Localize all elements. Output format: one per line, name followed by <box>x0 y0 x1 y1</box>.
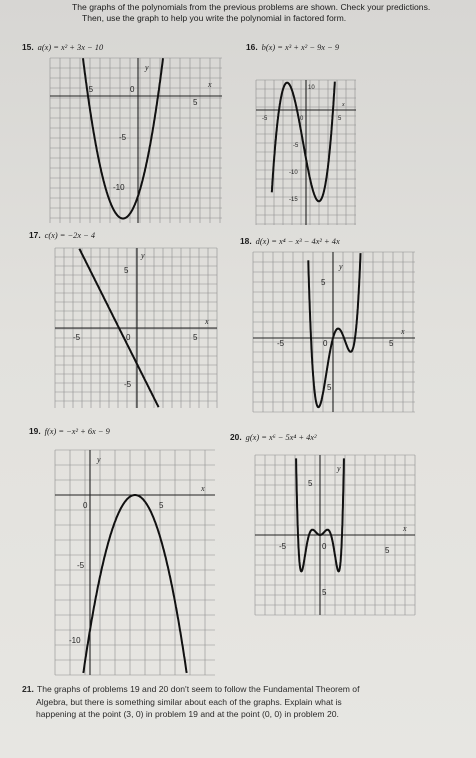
tick-label-x-neg: -5 <box>73 333 81 342</box>
tick-label-origin: 0 <box>83 501 88 510</box>
graph-problem-18 <box>253 252 415 412</box>
y-axis-label: y <box>141 251 145 260</box>
tick-label-y-neg5: 5 <box>327 383 332 392</box>
question-number: 21. <box>22 684 34 694</box>
problem-16-label <box>246 42 339 52</box>
x-axis-label: x <box>205 317 209 326</box>
y-axis-label: y <box>339 262 343 271</box>
x-axis-label: x <box>401 327 405 336</box>
cubic-curve <box>272 82 335 202</box>
y-axis-label: y <box>145 63 149 72</box>
tick-label-y-neg15: -15 <box>289 197 298 203</box>
tick-label-y-neg5: -5 <box>124 380 132 389</box>
tick-label-x-pos: 5 <box>193 333 198 342</box>
tick-label-x-neg: -5 <box>86 85 94 94</box>
problem-number: 15. <box>22 42 34 52</box>
question-line-3: happening at the point (3, 0) in problem 19 and at the point (0, 0) in problem 20. <box>36 709 339 719</box>
problem-equation: c(x) = −2x − 4 <box>44 231 96 240</box>
problem-number: 18. <box>240 236 252 246</box>
instructions-line-1: The graphs of the polynomials from the previous problems are shown. Check your predictions. <box>72 2 431 12</box>
tick-label-y-neg10: -10 <box>289 170 298 176</box>
graph-problem-15 <box>50 58 222 223</box>
problem-equation: f(x) = −x² + 6x − 9 <box>44 427 110 436</box>
tick-label-y-neg5: 5 <box>322 588 327 597</box>
x-axis-label: x <box>208 80 212 89</box>
tick-label-x-pos: 5 <box>193 98 198 107</box>
problem-20-label <box>230 432 317 442</box>
tick-label-y-5: 5 <box>321 278 326 287</box>
tick-label-origin: 0 <box>300 116 304 122</box>
tick-label-y-neg5: -5 <box>119 133 127 142</box>
problem-15-label <box>22 42 103 52</box>
tick-label-x-neg: -5 <box>262 116 268 122</box>
y-axis-label: y <box>97 455 101 464</box>
graph-problem-17 <box>55 248 217 408</box>
graph-problem-20 <box>255 455 415 615</box>
problem-number: 20. <box>230 432 242 442</box>
question-line-1: The graphs of problems 19 and 20 don't seem to follow the Fundamental Theorem of <box>36 684 360 694</box>
tick-label-origin: 0 <box>130 85 135 94</box>
parabola-curve <box>83 495 186 673</box>
question-21 <box>22 683 462 721</box>
tick-label-y-5: 5 <box>124 266 129 275</box>
x-axis-label: x <box>342 102 345 108</box>
question-line-2: Algebra, but there is something similar about each of the graphs. Explain what is <box>36 696 342 707</box>
graph-problem-19 <box>55 450 215 675</box>
problem-number: 19. <box>29 426 41 436</box>
problem-number: 17. <box>29 230 41 240</box>
problem-18-label <box>240 236 340 246</box>
tick-label-x-pos: 5 <box>389 339 394 348</box>
problem-19-label <box>29 426 110 436</box>
problem-equation: d(x) = x⁴ − x³ − 4x² + 4x <box>255 237 340 246</box>
problem-equation: b(x) = x³ + x² − 9x − 9 <box>261 43 340 52</box>
problem-17-label <box>29 230 95 240</box>
instructions <box>72 2 462 24</box>
problem-equation: a(x) = x² + 3x − 10 <box>37 43 104 52</box>
grid <box>50 58 222 223</box>
tick-label-y-10: 10 <box>308 85 315 91</box>
problem-number: 16. <box>246 42 258 52</box>
tick-label-y-neg10: -10 <box>113 183 125 192</box>
quartic-curve <box>308 253 360 407</box>
tick-label-y-neg10: -10 <box>69 636 81 645</box>
instructions-line-2: Then, use the graph to help you write the polynomial in factored form. <box>82 13 347 23</box>
tick-label-x-pos: 5 <box>338 116 342 122</box>
tick-label-x-neg: -5 <box>277 339 285 348</box>
tick-label-origin: 0 <box>322 542 327 551</box>
tick-label-y-5: 5 <box>308 479 313 488</box>
tick-label-x-pos: 5 <box>159 501 164 510</box>
x-axis-label: x <box>403 524 407 533</box>
tick-label-x-pos: 5 <box>385 546 390 555</box>
y-axis-label: y <box>337 464 341 473</box>
tick-label-y-neg5: -5 <box>77 561 85 570</box>
tick-label-origin: 0 <box>126 333 131 342</box>
tick-label-origin: 0 <box>323 339 328 348</box>
x-axis-label: x <box>201 484 205 493</box>
tick-label-x-neg: -5 <box>279 542 287 551</box>
problem-equation: g(x) = x⁶ − 5x⁴ + 4x² <box>245 433 317 442</box>
graph-problem-16 <box>256 80 356 225</box>
tick-label-y-neg5: -5 <box>293 143 299 149</box>
